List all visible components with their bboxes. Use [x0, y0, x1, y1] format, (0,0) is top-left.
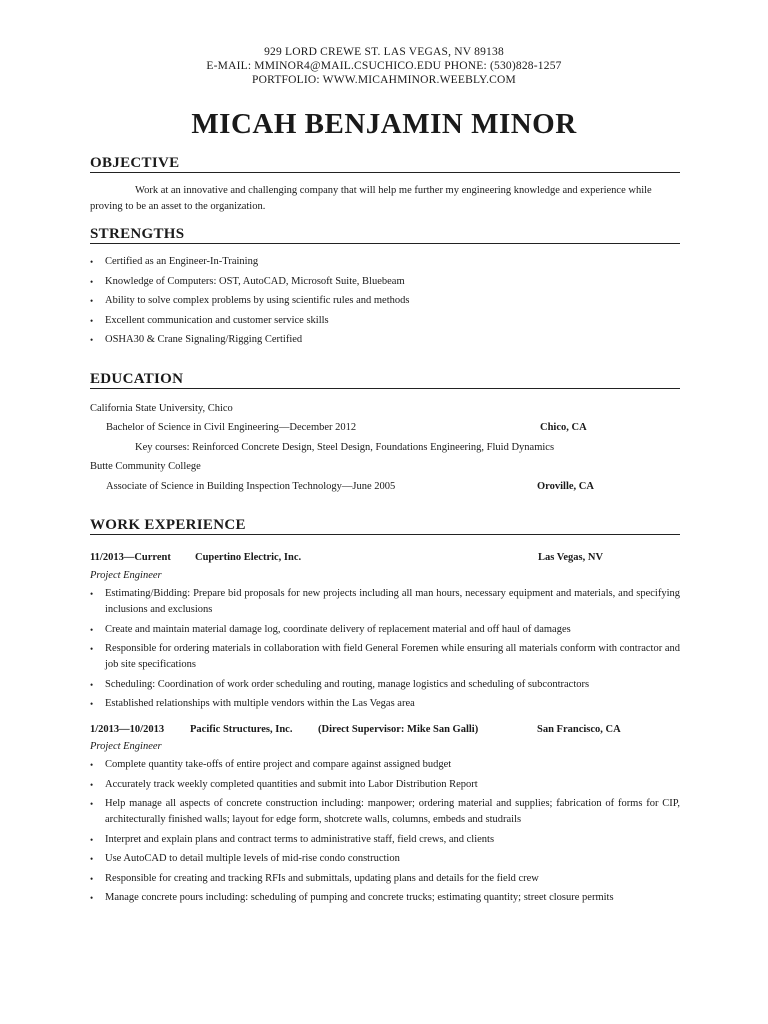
contact-portfolio: PORTFOLIO: WWW.MICAHMINOR.WEEBLY.COM — [252, 74, 516, 86]
list-item: • Scheduling: Coordination of work order scheduling and routing, manage logistics and scheduling of subcontractors — [90, 677, 680, 693]
list-item: • Established relationships with multiple vendors within the Las Vegas area — [90, 696, 680, 712]
section-title-education: EDUCATION — [90, 370, 680, 389]
job-1-role: Project Engineer — [90, 570, 162, 581]
job-2-dates: 1/2013—10/2013 — [90, 724, 165, 735]
objective-text: Work at an innovative and challenging company that will help me further my engineering knowledge and experience while proving to be an asset to the organization. — [90, 185, 652, 212]
list-item: • Accurately track weekly completed quantities and submit into Labor Distribution Report — [90, 777, 680, 793]
resume-name: MICAH BENJAMIN MINOR — [191, 108, 577, 140]
list-item: • Estimating/Bidding: Prepare bid proposals for new projects including all man hours, necessary equipment and materials, and specifying inclusions and exclusions — [90, 586, 680, 618]
list-item: • Help manage all aspects of concrete construction including: manpower; ordering material and supplies; fabrication of forms for CIP, architecturally finished walls; layout for edge form, shotcrete walls, columns, embeds and studrails — [90, 796, 680, 828]
list-item: • Interpret and explain plans and contract terms to administrative staff, field crews, and clients — [90, 832, 680, 848]
list-item: • Certified as an Engineer-In-Training — [90, 254, 680, 270]
section-title-strengths: STRENGTHS — [90, 225, 680, 244]
job-1-bullets — [90, 586, 680, 716]
education-degree-2: Associate of Science in Building Inspection Technology—June 2005 — [106, 481, 396, 492]
education-school-1: California State University, Chico — [90, 403, 233, 414]
contact-address: 929 LORD CREWE ST. LAS VEGAS, NV 89138 — [264, 46, 504, 58]
contact-email-phone: E-MAIL: MMINOR4@MAIL.CSUCHICO.EDU PHONE: (530)828-1257 — [206, 60, 562, 72]
education-school-2: Butte Community College — [90, 461, 201, 472]
job-2-supervisor: (Direct Supervisor: Mike San Galli) — [318, 724, 479, 735]
list-item: • Ability to solve complex problems by using scientific rules and methods — [90, 293, 680, 309]
list-item: • OSHA30 & Crane Signaling/Rigging Certified — [90, 332, 680, 348]
job-1-dates: 11/2013—Current — [90, 552, 171, 563]
job-2-role: Project Engineer — [90, 741, 162, 752]
list-item: • Manage concrete pours including: scheduling of pumping and concrete trucks; estimating quantity; street closure permits — [90, 890, 680, 906]
section-title-objective: OBJECTIVE — [90, 154, 680, 173]
education-location-2: Oroville, CA — [537, 481, 594, 492]
education-courses-1: Key courses: Reinforced Concrete Design, Steel Design, Foundations Engineering, Fluid Dynamics — [135, 442, 555, 453]
job-2-company: Pacific Structures, Inc. — [190, 724, 293, 735]
list-item: • Use AutoCAD to detail multiple levels of mid-rise condo construction — [90, 851, 680, 867]
strengths-list — [90, 254, 680, 352]
education-location-1: Chico, CA — [540, 422, 587, 433]
job-1-company: Cupertino Electric, Inc. — [195, 552, 302, 563]
list-item: • Knowledge of Computers: OST, AutoCAD, Microsoft Suite, Bluebeam — [90, 274, 680, 290]
list-item: • Complete quantity take-offs of entire project and compare against assigned budget — [90, 757, 680, 773]
list-item: • Excellent communication and customer service skills — [90, 313, 680, 329]
job-1-location: Las Vegas, NV — [538, 552, 604, 563]
list-item: • Responsible for ordering materials in collaboration with field General Foremen while ensuring all materials conform with contractor and job site specifications — [90, 641, 680, 673]
job-2-location: San Francisco, CA — [537, 724, 621, 735]
list-item: • Create and maintain material damage log, coordinate delivery of replacement material and off haul of damages — [90, 622, 680, 638]
section-title-work-experience: WORK EXPERIENCE — [90, 516, 680, 535]
job-2-bullets — [90, 757, 680, 910]
education-degree-1: Bachelor of Science in Civil Engineering—December 2012 — [106, 422, 357, 433]
list-item: • Responsible for creating and tracking RFIs and submittals, updating plans and details for the field crew — [90, 871, 680, 887]
